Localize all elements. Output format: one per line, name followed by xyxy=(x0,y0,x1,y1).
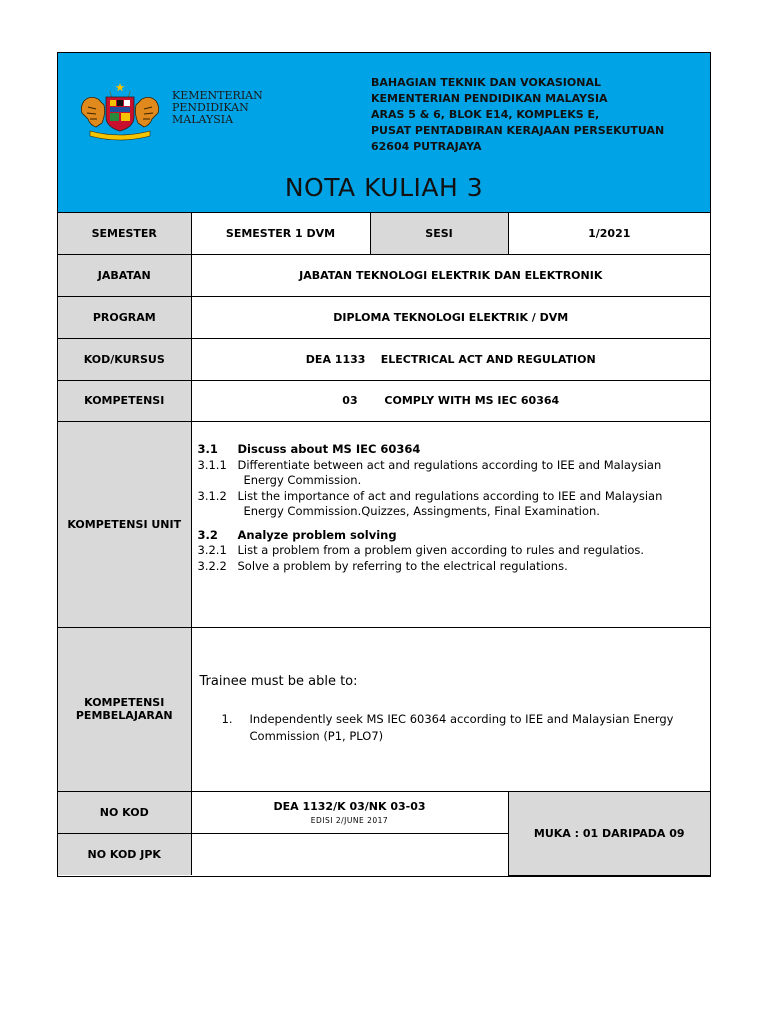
item-number: 3.2.2 xyxy=(197,558,227,573)
page-count: MUKA : 01 DARIPADA 09 xyxy=(508,791,710,875)
address-line: KEMENTERIAN PENDIDIKAN MALAYSIA xyxy=(371,92,608,105)
list-item xyxy=(200,711,711,745)
ministry-line: MALAYSIA xyxy=(172,113,234,126)
kompetensi-unit-label: KOMPETENSI UNIT xyxy=(58,421,191,627)
table-row xyxy=(58,254,710,296)
semester-label: SEMESTER xyxy=(58,213,191,254)
unit-list xyxy=(192,442,711,606)
kod-kursus-value: DEA 1133 ELECTRICAL ACT AND REGULATION xyxy=(191,338,710,380)
table-row xyxy=(58,380,710,421)
address-line: BAHAGIAN TEKNIK DAN VOKASIONAL xyxy=(371,76,601,89)
ministry-line: PENDIDIKAN xyxy=(172,101,249,114)
item-text: Solve a problem by referring to the electrical regulations. xyxy=(237,558,568,573)
item-number: 3.1.2 xyxy=(197,488,227,503)
item-number: 3.2 xyxy=(197,527,218,542)
item-text: Differentiate between act and regulations according to IEE and Malaysian xyxy=(237,457,662,472)
edition: EDISI 2/JUNE 2017 xyxy=(310,815,389,825)
table-row xyxy=(58,338,710,380)
item-text: Discuss about MS IEC 60364 xyxy=(237,442,421,456)
no-kod-value xyxy=(191,791,508,833)
kod-number: DEA 1132/K 03/NK 03-03 xyxy=(273,799,426,813)
item-text: List the importance of act and regulations according to IEE and Malaysian xyxy=(237,488,663,503)
no-kod-jpk-label: NO KOD JPK xyxy=(58,833,191,875)
list-item xyxy=(198,559,705,575)
table-row xyxy=(58,791,710,833)
item-number: 3.2.1 xyxy=(197,543,227,557)
ministry-line: KEMENTERIAN xyxy=(172,89,263,102)
jabatan-value: JABATAN TEKNOLOGI ELEKTRIK DAN ELEKTRONIK xyxy=(191,254,710,296)
list-item xyxy=(198,458,705,474)
kompetensi-unit-content xyxy=(191,421,710,627)
program-value: DIPLOMA TEKNOLOGI ELEKTRIK / DVM xyxy=(191,296,710,338)
list-item-continuation: Energy Commission. xyxy=(243,473,362,487)
kompetensi-pembelajaran-content xyxy=(191,627,710,791)
table-row xyxy=(58,213,710,254)
semester-value: SEMESTER 1 DVM xyxy=(191,213,370,254)
learning-intro: Trainee must be able to: xyxy=(199,673,358,689)
course-info-table xyxy=(58,213,710,876)
kompetensi-label: KOMPETENSI xyxy=(58,380,191,421)
list-item xyxy=(198,489,705,505)
sesi-label: SESI xyxy=(370,213,508,254)
program-label: PROGRAM xyxy=(58,296,191,338)
document-header xyxy=(58,53,710,213)
no-kod-label: NO KOD xyxy=(58,791,191,833)
address-line: PUSAT PENTADBIRAN KERAJAAN PERSEKUTUAN xyxy=(371,124,665,137)
item-text: Analyze problem solving xyxy=(237,527,397,542)
no-kod-jpk-value xyxy=(191,833,508,875)
table-row xyxy=(58,421,710,627)
kompetensi-pembelajaran-label xyxy=(58,627,191,791)
kompetensi-value: 03 COMPLY WITH MS IEC 60364 xyxy=(191,380,710,421)
table-row xyxy=(58,296,710,338)
document-sheet xyxy=(57,52,711,877)
list-item xyxy=(198,442,705,458)
kod-kursus-label: KOD/KURSUS xyxy=(58,338,191,380)
item-text: List a problem from a problem given according to rules and regulatios. xyxy=(237,543,645,557)
ministry-name xyxy=(172,90,263,126)
list-item xyxy=(198,543,705,559)
list-item-continuation: Energy Commission.Quizzes, Assingments, Final Examination. xyxy=(243,504,600,518)
list-item xyxy=(198,528,705,544)
item-text: Independently seek MS IEC 60364 according to IEE and Malaysian Energy Commission (P1, PLO7) xyxy=(249,711,674,743)
label-line: KOMPETENSI xyxy=(84,696,165,709)
learning-outcomes xyxy=(192,674,711,745)
address-line: 62604 PUTRAJAYA xyxy=(371,140,482,153)
coat-of-arms-icon xyxy=(74,83,166,141)
table-row xyxy=(58,627,710,791)
item-number: 1. xyxy=(221,711,233,726)
office-address xyxy=(371,75,664,155)
sesi-value: 1/2021 xyxy=(508,213,710,254)
item-number: 3.1.1 xyxy=(197,457,227,472)
address-line: ARAS 5 & 6, BLOK E14, KOMPLEKS E, xyxy=(371,108,600,121)
label-line: PEMBELAJARAN xyxy=(75,709,173,722)
document-title: NOTA KULIAH 3 xyxy=(284,173,484,202)
jabatan-label: JABATAN xyxy=(58,254,191,296)
item-number: 3.1 xyxy=(197,442,218,456)
